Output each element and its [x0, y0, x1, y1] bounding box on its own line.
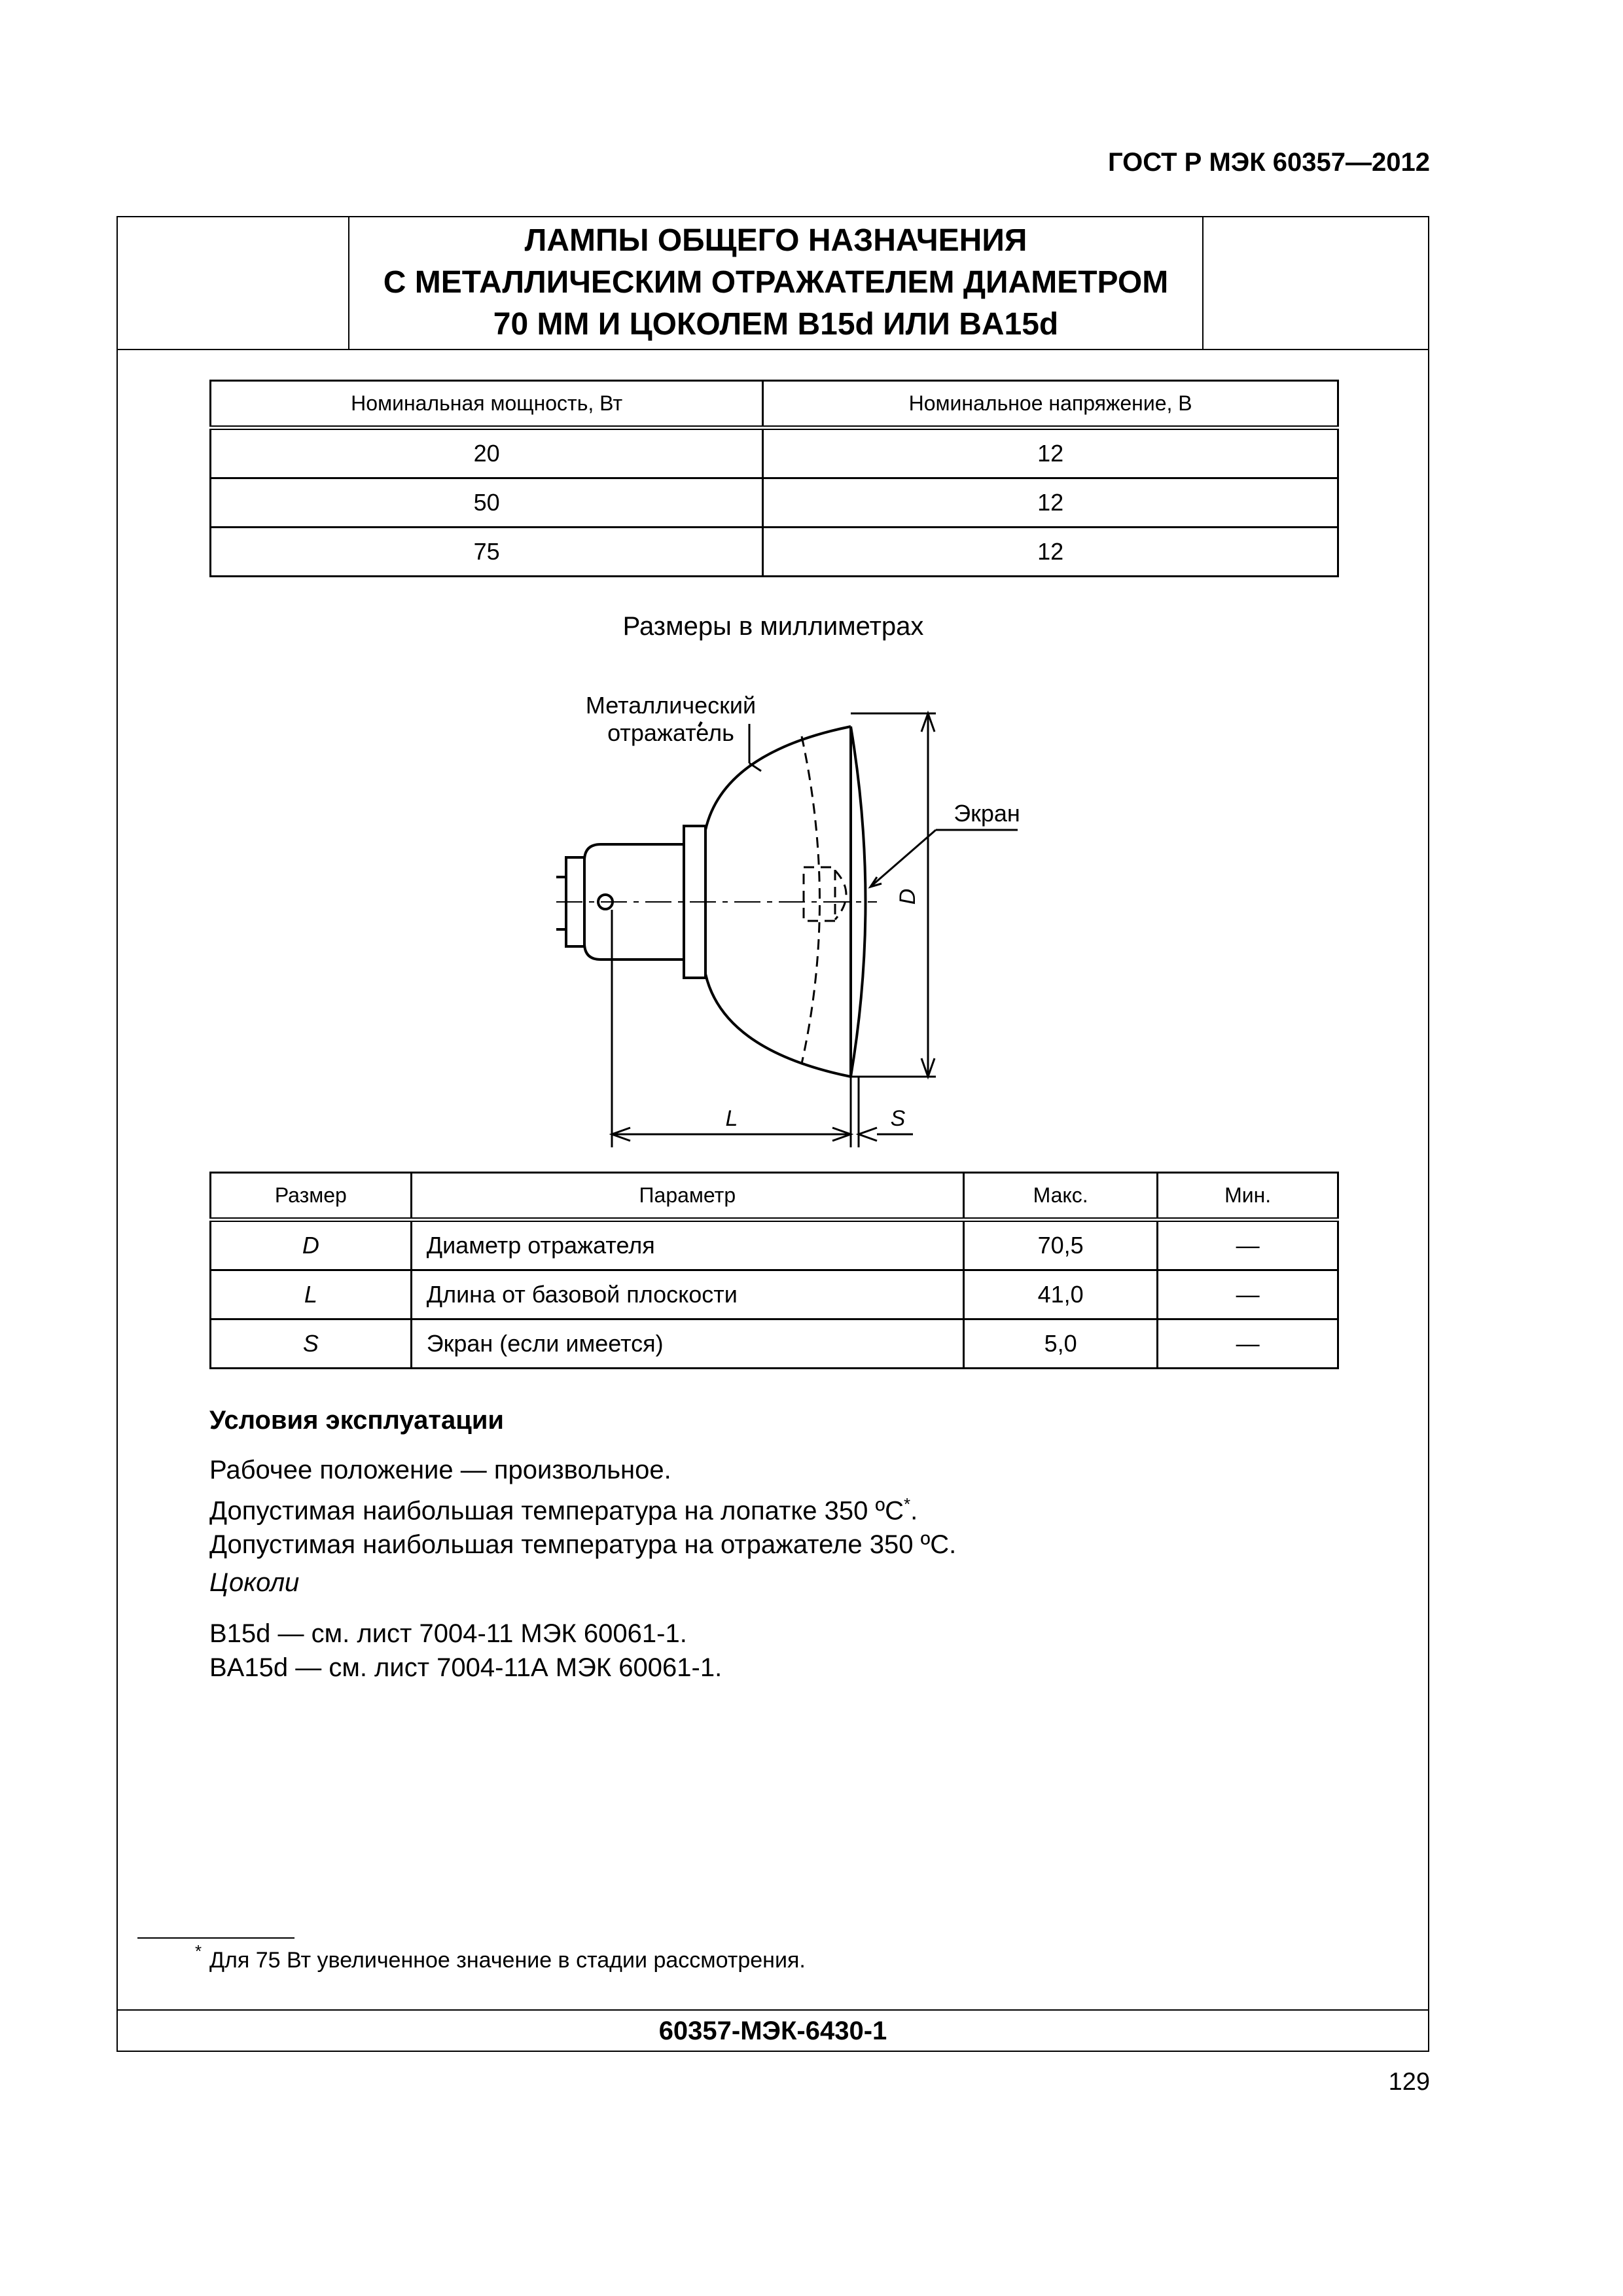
operating-conditions-text — [209, 1453, 956, 1562]
size-cell: S — [211, 1319, 412, 1369]
operating-line-3: Допустимая наибольшая температура на отражателе 350 ºС. — [209, 1530, 957, 1560]
parameter-cell: Диаметр отражателя — [411, 1220, 963, 1270]
standard-code: ГОСТ Р МЭК 60357—2012 — [1107, 148, 1430, 177]
footnote-rule — [137, 1937, 294, 1939]
table-row — [211, 528, 1338, 577]
footnote — [195, 1941, 806, 1973]
title-line-1: ЛАМПЫ ОБЩЕГО НАЗНАЧЕНИЯ — [524, 223, 1027, 258]
operating-line-1: Рабочее положение — произвольное. — [209, 1456, 671, 1484]
max-cell: 5,0 — [963, 1319, 1157, 1369]
table-row — [211, 1319, 1338, 1369]
operating-conditions-heading: Условия эксплуатации — [209, 1406, 504, 1435]
dimension-d-label: D — [895, 888, 920, 905]
caps-heading: Цоколи — [209, 1568, 300, 1597]
operating-line-2-text: Допустимая наибольшая температура на лопатке 350 ºС — [209, 1496, 904, 1526]
power-cell: 20 — [211, 428, 763, 478]
table-header-row — [211, 381, 1338, 428]
voltage-cell: 12 — [763, 528, 1338, 577]
table-row — [211, 428, 1338, 478]
min-cell: — — [1158, 1319, 1338, 1369]
screen-leader — [870, 830, 936, 887]
page-number: 129 — [1388, 2068, 1430, 2096]
table-row — [211, 1220, 1338, 1270]
caps-text — [209, 1617, 722, 1685]
column-header-min: Мин. — [1158, 1173, 1338, 1220]
min-cell: — — [1158, 1220, 1338, 1270]
screen-label: Экран — [954, 800, 1020, 827]
title-line-3: 70 ММ И ЦОКОЛЕМ B15d ИЛИ BA15d — [493, 306, 1059, 342]
max-cell: 41,0 — [963, 1270, 1157, 1319]
voltage-cell: 12 — [763, 428, 1338, 478]
title-cell — [348, 216, 1204, 349]
column-header-power: Номинальная мощность, Вт — [211, 381, 763, 428]
voltage-cell: 12 — [763, 478, 1338, 528]
lamp-outline — [556, 722, 866, 1077]
dimensions-note: Размеры в миллиметрах — [622, 612, 924, 641]
max-cell: 70,5 — [963, 1220, 1157, 1270]
reflector-label-1: Металлический — [585, 692, 757, 719]
sheet-number: 60357-МЭК-6430-1 — [116, 2009, 1429, 2052]
dimensions-table — [209, 1172, 1339, 1369]
operating-line-2-end: . — [910, 1496, 918, 1526]
dimension-s-label: S — [890, 1106, 906, 1131]
column-header-size: Размер — [211, 1173, 412, 1220]
table-row — [211, 1270, 1338, 1319]
reflector-dashed-lines — [802, 736, 846, 1064]
size-cell: D — [211, 1220, 412, 1270]
column-header-max: Макс. — [963, 1173, 1157, 1220]
parameter-cell: Длина от базовой плоскости — [411, 1270, 963, 1319]
column-header-parameter: Параметр — [411, 1173, 963, 1220]
table-row — [211, 478, 1338, 528]
footnote-star: * — [195, 1941, 202, 1961]
reflector-label-2: отражатель — [607, 719, 734, 746]
caps-line-1: B15d — см. лист 7004-11 МЭК 60061-1. — [209, 1619, 687, 1648]
ratings-table — [209, 380, 1339, 577]
lamp-diagram — [524, 681, 1034, 1152]
caps-line-2: BA15d — см. лист 7004-11А МЭК 60061-1. — [209, 1653, 722, 1682]
min-cell: — — [1158, 1270, 1338, 1319]
column-header-voltage: Номинальное напряжение, В — [763, 381, 1338, 428]
dimension-l-label: L — [725, 1106, 738, 1131]
footnote-mark: * — [903, 1494, 911, 1514]
title-row — [116, 216, 1429, 350]
title-line-2: С МЕТАЛЛИЧЕСКИМ ОТРАЖАТЕЛЕМ ДИАМЕТРОМ — [383, 264, 1169, 300]
size-cell: L — [211, 1270, 412, 1319]
dimension-lines — [612, 713, 1018, 1147]
operating-line-2 — [209, 1487, 956, 1528]
power-cell: 75 — [211, 528, 763, 577]
table-header-row — [211, 1173, 1338, 1220]
footnote-text: Для 75 Вт увеличенное значение в стадии рассмотрения. — [209, 1948, 806, 1973]
parameter-cell: Экран (если имеется) — [411, 1319, 963, 1369]
power-cell: 50 — [211, 478, 763, 528]
